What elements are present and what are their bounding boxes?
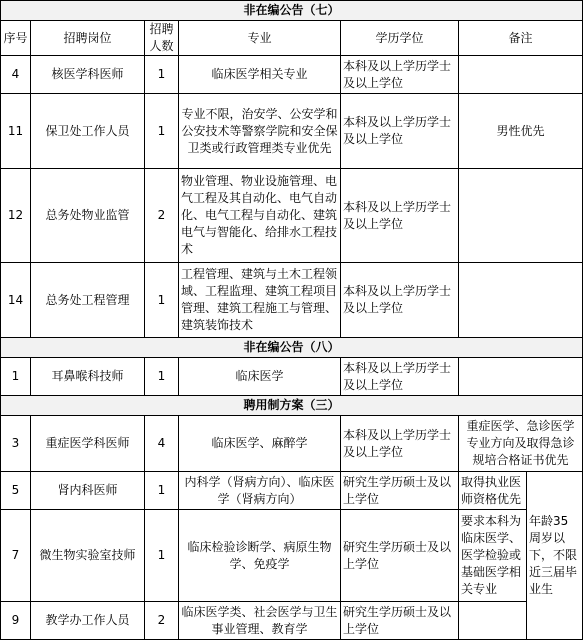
cell-degree: 研究生学历硕士及以上学位 — [341, 602, 459, 640]
cell-post: 耳鼻喉科技师 — [31, 358, 145, 396]
table-row — [1, 169, 583, 263]
cell-degree: 本科及以上学历学士及以上学位 — [341, 94, 459, 169]
cell-no: 14 — [1, 263, 31, 338]
cell-post: 总务处工程管理 — [31, 263, 145, 338]
cell-degree: 本科及以上学历学士及以上学位 — [341, 416, 459, 472]
cell-remark — [459, 358, 583, 396]
cell-shared-remark: 年龄35周岁以下，不限近三届毕业生 — [527, 472, 583, 640]
table-row — [1, 472, 583, 510]
table-row — [1, 263, 583, 338]
cell-major: 临床医学、麻醉学 — [179, 416, 341, 472]
cell-major: 临床医学类、社会医学与卫生事业管理、教育学 — [179, 602, 341, 640]
cell-post: 教学办工作人员 — [31, 602, 145, 640]
cell-no: 4 — [1, 56, 31, 94]
cell-post: 保卫处工作人员 — [31, 94, 145, 169]
cell-post: 核医学科医师 — [31, 56, 145, 94]
cell-major: 临床检验诊断学、病原生物学、免疫学 — [179, 510, 341, 602]
section-title: 聘用制方案（三） — [1, 396, 583, 416]
cell-count: 2 — [145, 169, 179, 263]
cell-remark — [459, 56, 583, 94]
cell-count: 1 — [145, 56, 179, 94]
table-header-row — [1, 21, 583, 56]
cell-major: 物业管理、物业设施管理、电气工程及其自动化、电气自动化、电气工程与自动化、建筑电气与智能化、给排水工程技术 — [179, 169, 341, 263]
cell-count: 2 — [145, 602, 179, 640]
header-major: 专业 — [179, 21, 341, 56]
cell-no: 7 — [1, 510, 31, 602]
cell-no: 1 — [1, 358, 31, 396]
cell-count: 1 — [145, 472, 179, 510]
cell-no: 11 — [1, 94, 31, 169]
cell-major: 临床医学相关专业 — [179, 56, 341, 94]
table-row — [1, 602, 583, 640]
cell-post: 肾内科医师 — [31, 472, 145, 510]
cell-remark — [459, 263, 583, 338]
cell-no: 12 — [1, 169, 31, 263]
table-row — [1, 510, 583, 602]
cell-no: 3 — [1, 416, 31, 472]
cell-major: 内科学（肾病方向）、临床医学（肾病方向） — [179, 472, 341, 510]
cell-degree: 本科及以上学历学士及以上学位 — [341, 169, 459, 263]
cell-degree: 研究生学历硕士及以上学位 — [341, 472, 459, 510]
section-header-row — [1, 396, 583, 416]
cell-count: 4 — [145, 416, 179, 472]
cell-degree: 本科及以上学历学士及以上学位 — [341, 358, 459, 396]
header-count: 招聘人数 — [145, 21, 179, 56]
cell-major: 临床医学 — [179, 358, 341, 396]
cell-degree: 本科及以上学历学士及以上学位 — [341, 263, 459, 338]
cell-count: 1 — [145, 263, 179, 338]
cell-remark: 要求本科为临床医学、医学检验或基础医学相关专业 — [459, 510, 527, 602]
table-row — [1, 56, 583, 94]
cell-post: 总务处物业监管 — [31, 169, 145, 263]
section-header-row — [1, 338, 583, 358]
cell-count: 1 — [145, 94, 179, 169]
table-row — [1, 416, 583, 472]
cell-major: 工程管理、建筑与土木工程领域、工程监理、建筑工程项目管理、建筑工程施工与管理、建筑装饰技术 — [179, 263, 341, 338]
cell-count: 1 — [145, 510, 179, 602]
cell-post: 重症医学科医师 — [31, 416, 145, 472]
header-no: 序号 — [1, 21, 31, 56]
cell-remark: 重症医学、急诊医学专业方向及取得急诊规培合格证书优先 — [459, 416, 583, 472]
section-header-row — [1, 1, 583, 21]
cell-remark: 取得执业医师资格优先 — [459, 472, 527, 510]
section-title: 非在编公告（七） — [1, 1, 583, 21]
cell-count: 1 — [145, 358, 179, 396]
table-row — [1, 358, 583, 396]
cell-no: 9 — [1, 602, 31, 640]
table-row — [1, 94, 583, 169]
header-post: 招聘岗位 — [31, 21, 145, 56]
cell-remark — [459, 602, 527, 640]
cell-remark — [459, 169, 583, 263]
header-remark: 备注 — [459, 21, 583, 56]
cell-degree: 本科及以上学历学士及以上学位 — [341, 56, 459, 94]
header-degree: 学历学位 — [341, 21, 459, 56]
cell-remark: 男性优先 — [459, 94, 583, 169]
cell-post: 微生物实验室技师 — [31, 510, 145, 602]
cell-degree: 研究生学历硕士及以上学位 — [341, 510, 459, 602]
cell-no: 5 — [1, 472, 31, 510]
cell-major: 专业不限，治安学、公安学和公安技术等警察学院和安全保卫类或行政管理类专业优先 — [179, 94, 341, 169]
section-title: 非在编公告（八） — [1, 338, 583, 358]
